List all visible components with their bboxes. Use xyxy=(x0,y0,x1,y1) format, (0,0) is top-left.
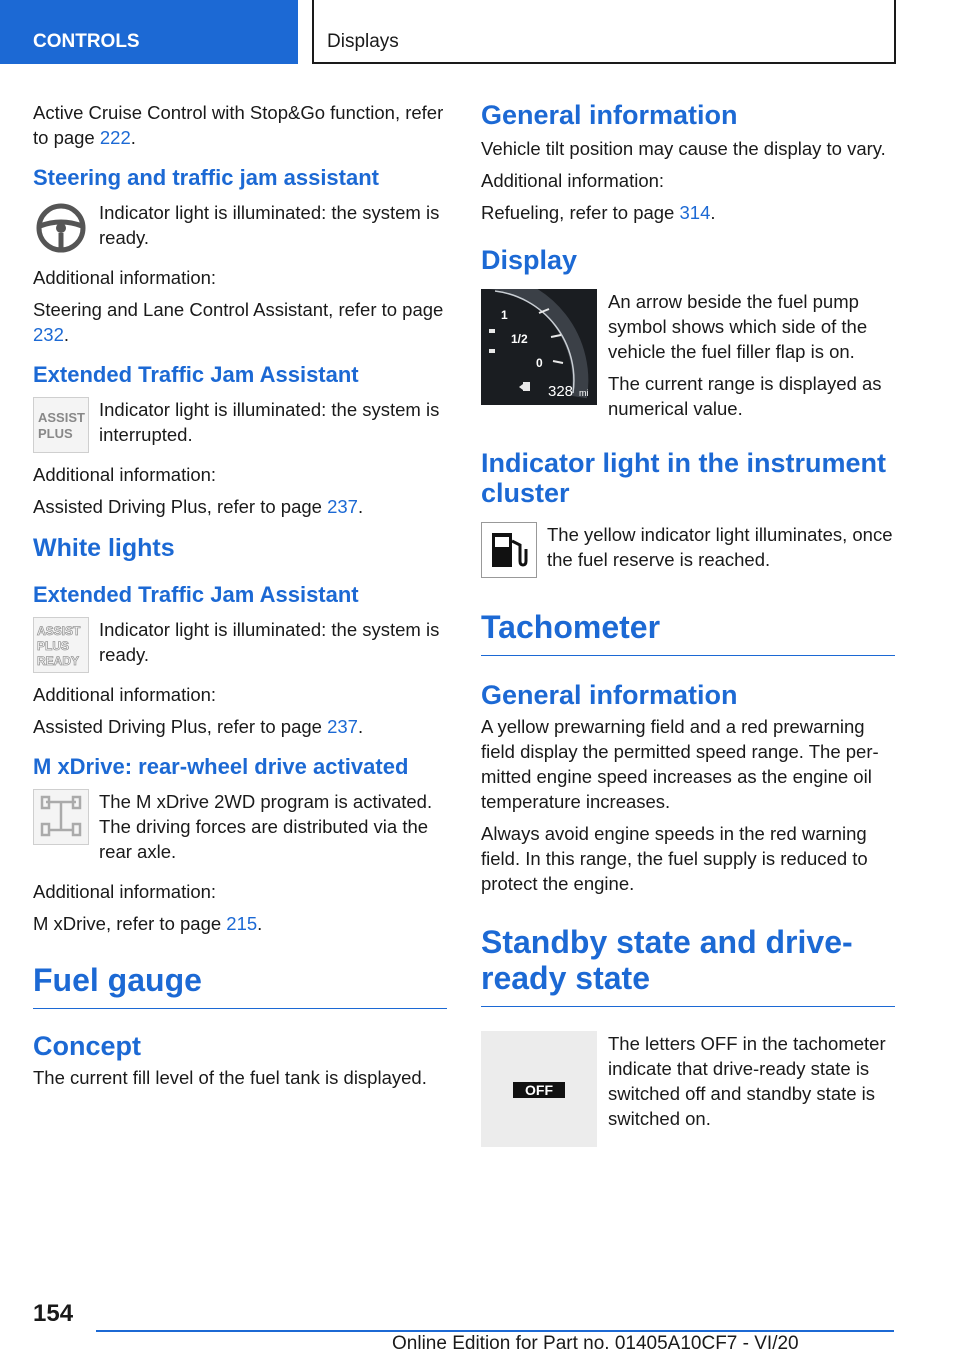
page-link-237[interactable]: 237 xyxy=(327,496,358,517)
svg-text:PLUS: PLUS xyxy=(37,639,70,653)
gauge-label-half: 1/2 xyxy=(511,332,528,346)
rear-wheel-drive-icon xyxy=(33,789,89,845)
white-lights-heading: White lights xyxy=(33,534,175,562)
display-text xyxy=(608,289,895,428)
assist-plus-ready-icon xyxy=(33,617,89,673)
off-badge: OFF xyxy=(525,1082,553,1098)
chapter-tab: Displays xyxy=(312,0,896,64)
fuel-reserve-indicator xyxy=(481,522,895,579)
gauge-label-empty: 0 xyxy=(536,356,543,370)
etja-heading-2: Extended Traffic Jam Assistant xyxy=(33,582,359,607)
range-unit: mi xyxy=(579,388,589,398)
gauge-label-full: 1 xyxy=(501,308,508,322)
left-column xyxy=(33,100,447,1097)
general-additional-label: Additional information: xyxy=(481,170,665,191)
steering-assistant-heading: Steering and traffic jam assistant xyxy=(33,165,379,190)
indicator-light-heading: Indicator light in the instrument cluster xyxy=(481,448,886,508)
edition-text: Online Edition for Part no. 01405A10CF7 - VI/20 xyxy=(392,1333,799,1354)
assist-plus-icon xyxy=(33,397,89,453)
tachometer-text-2: Always avoid engine speeds in the red warning field. In this range, the fuel supply is reduced to protect the engine. xyxy=(481,823,868,894)
general-information-heading: General information xyxy=(481,100,738,130)
range-value: 328 xyxy=(548,383,574,400)
page-link-222[interactable]: 222 xyxy=(99,127,131,148)
fuel-gauge-display-image xyxy=(481,289,597,410)
display-text-2: The current range is displayed as numerical value. xyxy=(608,373,882,419)
page-link-237b[interactable]: 237 xyxy=(327,716,358,737)
off-display-image xyxy=(481,1031,597,1152)
right-column xyxy=(481,100,895,1152)
fuel-gauge-heading: Fuel gauge xyxy=(33,962,447,1009)
steering-wheel-icon xyxy=(33,200,89,256)
etja-2-reference: Assisted Driving Plus, refer to page 237. xyxy=(33,716,364,737)
etja-1-reference: Assisted Driving Plus, refer to page 237. xyxy=(33,496,364,517)
mxdrive-indicator xyxy=(33,789,447,871)
mxdrive-indicator-text: The M xDrive 2WD program is activated. The driving forces are distributed via the rear axle. xyxy=(99,791,433,862)
steering-indicator xyxy=(33,200,447,257)
tachometer-text-1: A yellow prewarning field and a red prewarning field display the permitted speed range. The permitted engine speed increases as the engine oil temperature increases. xyxy=(481,716,879,812)
etja-1-additional-label: Additional information: xyxy=(33,464,217,485)
etja-indicator-2-text: Indicator light is illuminated: the system is ready. xyxy=(99,619,440,665)
etja-2-additional-label: Additional information: xyxy=(33,684,217,705)
concept-heading: Concept xyxy=(33,1031,141,1061)
page-link-232[interactable]: 232 xyxy=(33,324,64,345)
fuel-reserve-text: The yellow indicator light illuminates, once the fuel reserve is reached. xyxy=(547,524,893,570)
mxdrive-reference: M xDrive, refer to page 215. xyxy=(33,913,263,934)
etja-indicator-2 xyxy=(33,617,447,674)
steering-indicator-text: Indicator light is illuminated: the system is ready. xyxy=(99,202,440,248)
standby-text: The letters OFF in the tachometer indicate that drive-ready state is switched off and standby state is switched on. xyxy=(608,1033,886,1129)
page-number: 154 xyxy=(33,1300,74,1327)
display-heading: Display xyxy=(481,245,578,275)
mxdrive-additional-label: Additional information: xyxy=(33,881,217,902)
tachometer-heading: Tachometer xyxy=(481,609,895,656)
page-link-215[interactable]: 215 xyxy=(226,913,258,934)
general-reference: Refueling, refer to page 314. xyxy=(481,202,716,223)
etja-indicator-1 xyxy=(33,397,447,454)
standby-section xyxy=(481,1031,895,1152)
etja-indicator-1-text: Indicator light is illuminated: the system is interrupted. xyxy=(99,399,440,445)
section-tab: CONTROLS xyxy=(0,0,298,64)
svg-text:PLUS: PLUS xyxy=(38,426,73,441)
page-link-314[interactable]: 314 xyxy=(679,202,711,223)
steering-additional-label: Additional information: xyxy=(33,267,217,288)
general-information-text: Vehicle tilt position may cause the display to vary. xyxy=(481,138,886,159)
steering-reference: Steering and Lane Control Assistant, refer to page 232. xyxy=(33,299,444,345)
svg-text:READY: READY xyxy=(37,654,80,668)
mxdrive-heading: M xDrive: rear-wheel drive activated xyxy=(33,754,409,779)
svg-text:ASSIST: ASSIST xyxy=(37,624,81,638)
svg-text:ASSIST: ASSIST xyxy=(38,410,85,425)
tachometer-general-heading: General information xyxy=(481,680,738,710)
standby-heading: Standby state and drive-ready state xyxy=(481,924,895,1007)
fuel-pump-indicator-icon xyxy=(481,522,537,578)
footer-rule xyxy=(96,1330,894,1332)
intro-paragraph: Active Cruise Control with Stop&Go function, refer to page 222. xyxy=(33,102,444,148)
etja-heading-1: Extended Traffic Jam Assistant xyxy=(33,362,359,387)
display-text-1: An arrow beside the fuel pump symbol shows which side of the vehicle the fuel filler flap is on. xyxy=(608,291,868,362)
display-section xyxy=(481,289,895,428)
concept-text: The current fill level of the fuel tank is displayed. xyxy=(33,1067,427,1088)
